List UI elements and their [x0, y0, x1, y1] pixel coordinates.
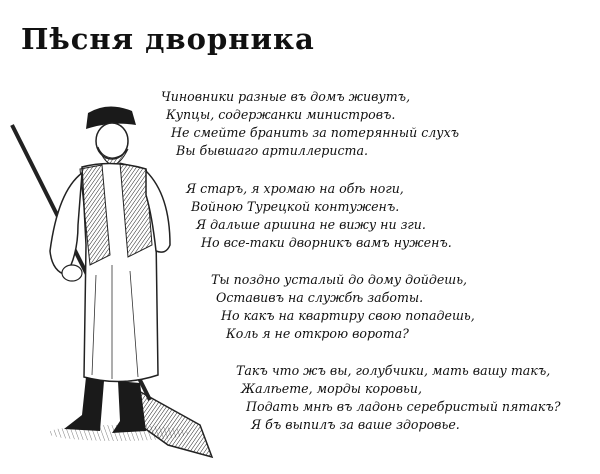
poem-line: Подать мнѣ въ ладонь серебристый пятакъ?: [246, 399, 561, 414]
poem-line: Чиновники разные въ домъ живутъ,: [161, 89, 411, 104]
poem-line: Оставивъ на службѣ заботы.: [216, 290, 424, 305]
poem-line: Но все-таки дворникъ вамъ нуженъ.: [201, 235, 452, 250]
poem-title: Пѣсня дворника: [21, 22, 315, 56]
poem-line: Такъ что жъ вы, голубчики, мать вашу такъ,: [236, 363, 551, 378]
poem-line: Жалѣете, морды коровьи,: [241, 381, 423, 396]
poem-line: Но какъ на квартиру свою попадешь,: [221, 308, 475, 323]
poem-line: Коль я не открою ворота?: [226, 326, 409, 341]
poem-line: Я старъ, я хромаю на обѣ ноги,: [186, 181, 404, 196]
poem-line: Не смейте бранить за потерянный слухъ: [171, 125, 460, 140]
poem-line: Я дальше аршина не вижу ни зги.: [196, 217, 426, 232]
poem-line: Купцы, содержанки министровъ.: [166, 107, 396, 122]
poem-line: Вы бывшаго артиллериста.: [176, 143, 368, 158]
poem-line: Я бъ выпилъ за ваше здоровье.: [251, 417, 460, 432]
poem-line: Ты поздно усталый до дому дойдешь,: [211, 272, 468, 287]
poem-line: Войною Турецкой контуженъ.: [191, 199, 400, 214]
